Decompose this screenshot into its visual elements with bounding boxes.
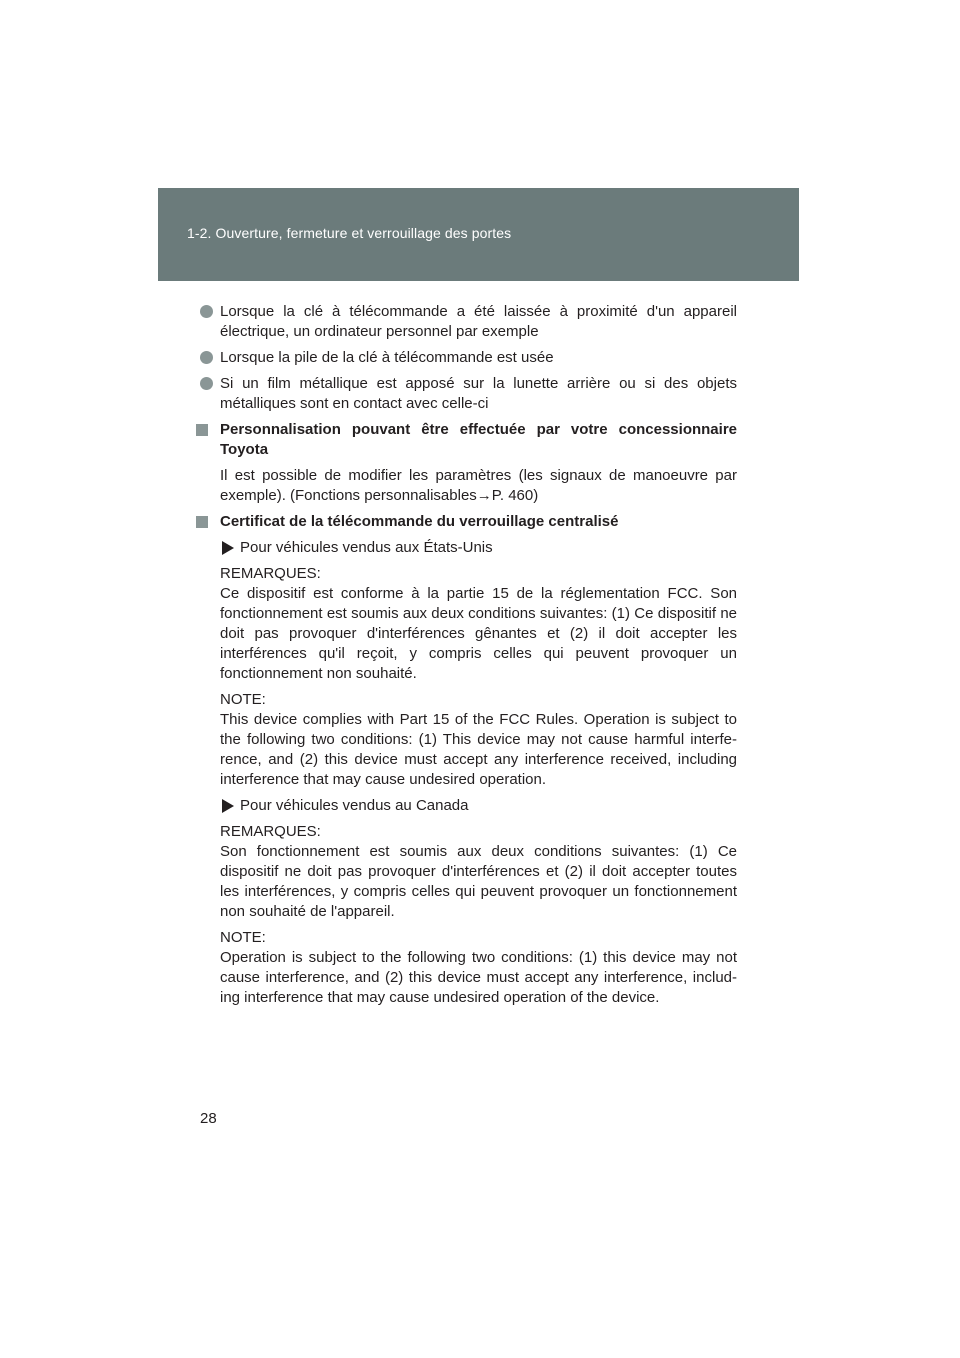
us-french-notice (200, 564, 737, 684)
canada-english-notice (200, 928, 737, 1008)
page-content (200, 302, 737, 1014)
notice-text: Son fonctionnement est soumis aux deux conditions suivantes: (1) Ce dispositif ne doit pas provoquer d'interférences et (2) il doit accepter toutes les interférences, y compris celles qui peuvent provoquer un fonctionnement non souhaité de l'appareil. (220, 843, 737, 920)
canada-french-notice (200, 822, 737, 922)
notice-text: Operation is subject to the following two conditions: (1) this device may not cause interference, and (2) this device must accept any interference, includ-ing interference that may cause undesired operation of the device. (220, 949, 737, 1006)
us-english-notice (200, 690, 737, 790)
section-square-icon (196, 516, 208, 528)
notice-text: Ce dispositif est conforme à la partie 15 de la réglementation FCC. Son fonctionnement est soumis aux deux conditions suivantes: (1) Ce dispositif ne doit pas provoquer d'interférences gênantes et (2) il doit accepter les interférences qu'il reçoit, y compris celles qui peuvent provoquer un fonctionnement non souhaité. (220, 585, 737, 682)
notice-title: REMARQUES: (220, 823, 321, 840)
list-item (200, 374, 737, 414)
chapter-header-bar (158, 188, 799, 281)
section-heading-text: Personnalisation pouvant être effectuée par votre concessionnaire Toyota (220, 421, 737, 458)
notice-text: This device complies with Part 15 of the FCC Rules. Operation is subject to the following two conditions: (1) This device may not cause harmful interfe-rence, and (2) this device must accept any interference received, including interference that may cause undesired operation. (220, 711, 737, 788)
triangle-right-icon (222, 799, 234, 813)
page-number: 28 (200, 1110, 217, 1127)
notice-title: NOTE: (220, 691, 266, 708)
bullet-text: Si un film métallique est apposé sur la lunette arrière ou si des objets métalliques sont en contact avec celle-ci (220, 375, 737, 412)
canada-vehicles-label (200, 796, 737, 816)
bullet-circle-icon (200, 305, 213, 318)
list-item (200, 348, 737, 368)
section-heading-certificate (200, 512, 737, 532)
section-square-icon (196, 424, 208, 436)
canada-vehicles-text: Pour véhicules vendus au Canada (240, 797, 469, 814)
us-vehicles-label (200, 538, 737, 558)
bullet-text: Lorsque la pile de la clé à télécommande est usée (220, 349, 554, 366)
notice-title: NOTE: (220, 929, 266, 946)
notice-title: REMARQUES: (220, 565, 321, 582)
bullet-text: Lorsque la clé à télécommande a été laissée à proximité d'un appareil électrique, un ordinateur personnel par exemple (220, 303, 737, 340)
bullet-circle-icon (200, 377, 213, 390)
section-heading-customization (200, 420, 737, 460)
triangle-right-icon (222, 541, 234, 555)
chapter-title: 1-2. Ouverture, fermeture et verrouillage des portes (187, 225, 512, 241)
bullet-circle-icon (200, 351, 213, 364)
customization-paragraph: Il est possible de modifier les paramètres (les signaux de manoeuvre par exemple). (Fonctions personnalisables→P. 460) (220, 467, 737, 504)
us-vehicles-text: Pour véhicules vendus aux États-Unis (240, 539, 493, 556)
list-item (200, 302, 737, 342)
section-heading-text: Certificat de la télécommande du verrouillage centralisé (220, 513, 619, 530)
